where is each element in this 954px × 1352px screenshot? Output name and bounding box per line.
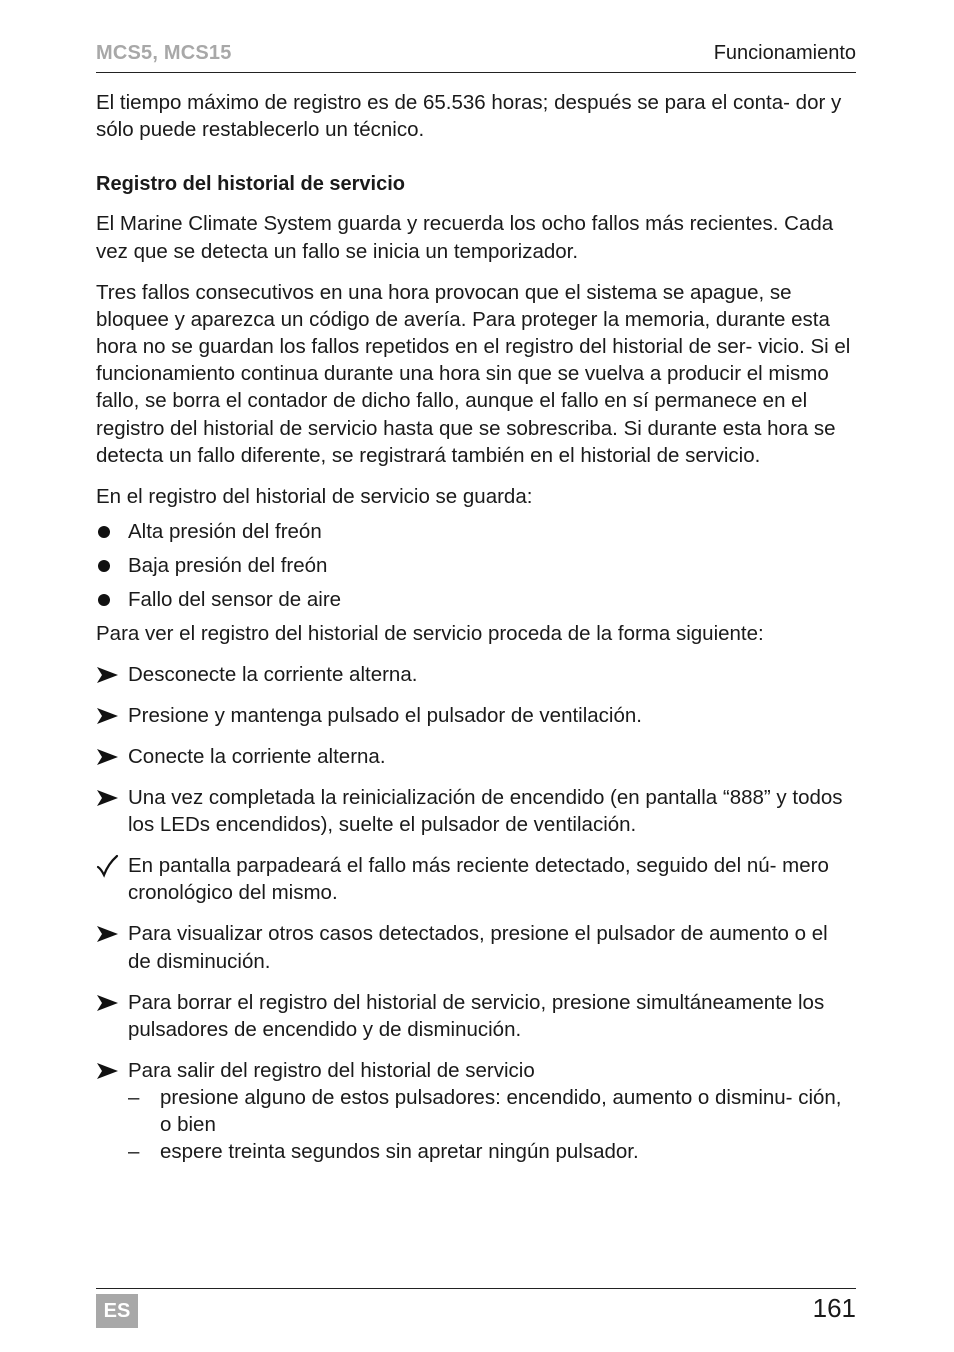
page-header <box>96 40 856 73</box>
step-item: Conecte la corriente alterna. <box>96 743 856 770</box>
page-number: 161 <box>812 1293 856 1323</box>
paragraph-intro: El Marine Climate System guarda y recuerda los ocho fallos más recientes. Cada vez que se detecta un fallo se inicia un temporizador. <box>96 212 834 263</box>
page-content <box>96 89 856 1179</box>
manual-page <box>96 0 856 1352</box>
arrow-right-icon <box>96 784 120 811</box>
bullet-icon <box>98 594 110 606</box>
arrow-right-icon <box>96 743 120 770</box>
list-item: Alta presión del freón <box>96 518 856 545</box>
paragraph-procedure: Para ver el registro del historial de servicio proceda de la forma siguiente: <box>96 622 764 646</box>
step-item: Para salir del registro del historial de servicio – presione alguno de estos pulsadores: encendido, aumento o disminu- ción, o bien – espere treinta segundos sin apretar ningún pulsador. <box>96 1057 856 1166</box>
stored-items-list <box>96 518 856 613</box>
arrow-right-icon <box>96 702 120 729</box>
list-item: Fallo del sensor de aire <box>96 586 856 613</box>
step-item: Desconecte la corriente alterna. <box>96 661 856 688</box>
step-item: Para visualizar otros casos detectados, presione el pulsador de aumento o el de disminución. <box>96 920 856 974</box>
check-icon <box>96 852 120 879</box>
arrow-right-icon <box>96 989 120 1016</box>
language-badge: ES <box>96 1294 138 1328</box>
page-footer <box>96 1288 856 1337</box>
model-name: MCS5, MCS15 <box>96 42 232 64</box>
paragraph-stored: En el registro del historial de servicio se guarda: <box>96 484 533 508</box>
list-item: Baja presión del freón <box>96 552 856 579</box>
arrow-right-icon <box>96 920 120 947</box>
exit-options-list <box>128 1084 856 1166</box>
dash-marker: – <box>128 1140 140 1164</box>
arrow-right-icon <box>96 661 120 688</box>
paragraph-faults: Tres fallos consecutivos en una hora provocan que el sistema se apague, se bloquee y aparezca un código de avería. Para proteger la memoria, durante esta hora no se guardan los fallos repetidos en el registro del historial de ser- vicio. Si el funcionamiento continua durante una hora sin que se vuelva a producir el mismo fallo, se borra el contador de dicho fallo, aunque el fallo en sí permanece en el registro del historial de servicio hasta que se sobrescriba. Si durante esta hora se detecta un fallo diferente, se registrará también en el historial de servicio. <box>96 280 851 467</box>
step-item: Una vez completada la reinicialización de encendido (en pantalla “888” y todos los LEDs encendidos), suelte el pulsador de ventilación. <box>96 784 856 838</box>
list-item: – espere treinta segundos sin apretar ningún pulsador. <box>128 1138 856 1165</box>
step-item: En pantalla parpadeará el fallo más reciente detectado, seguido del nú- mero cronológico del mismo. <box>96 852 856 906</box>
section-heading: Registro del historial de servicio <box>96 173 405 196</box>
dash-marker: – <box>128 1086 140 1110</box>
bullet-icon <box>98 526 110 538</box>
bullet-icon <box>98 560 110 572</box>
list-item: – presione alguno de estos pulsadores: encendido, aumento o disminu- ción, o bien <box>128 1086 842 1137</box>
paragraph-max-time: El tiempo máximo de registro es de 65.536 horas; después se para el conta- dor y sólo puede restablecerlo un técnico. <box>96 91 842 142</box>
step-item: Presione y mantenga pulsado el pulsador de ventilación. <box>96 702 856 729</box>
section-title: Funcionamiento <box>713 42 856 64</box>
step-item: Para borrar el registro del historial de servicio, presione simultáneamente los pulsadores de encendido y de disminución. <box>96 989 856 1043</box>
arrow-right-icon <box>96 1057 120 1084</box>
procedure-steps <box>96 661 856 1166</box>
